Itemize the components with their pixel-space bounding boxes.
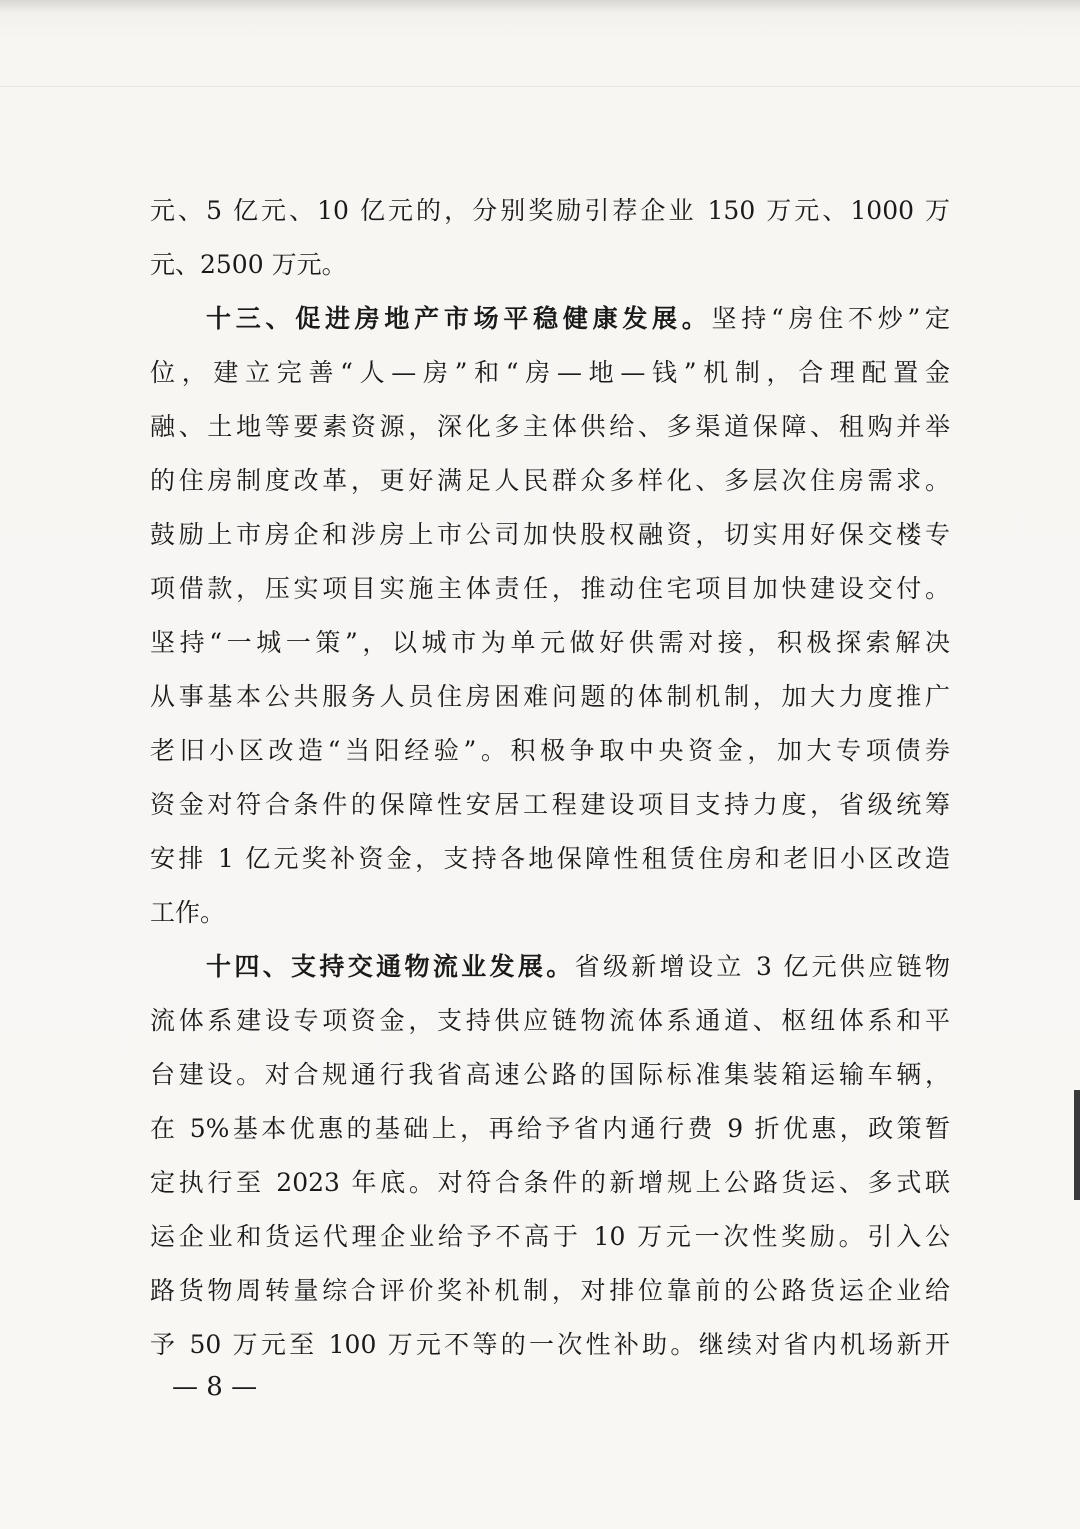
document-body bbox=[150, 184, 950, 1372]
body-line bbox=[150, 1318, 950, 1372]
line-text: 融、土地等要素资源，深化多主体供给、多渠道保障、租购并举 bbox=[150, 412, 950, 441]
body-line bbox=[150, 1156, 950, 1210]
line-text: 元、5 亿元、10 亿元的，分别奖励引荐企业 150 万元、1000 万 bbox=[150, 196, 950, 225]
body-line bbox=[150, 238, 950, 292]
body-line bbox=[150, 1048, 950, 1102]
line-text: 安排 1 亿元奖补资金，支持各地保障性租赁住房和老旧小区改造 bbox=[150, 844, 950, 873]
line-text: 运企业和货运代理企业给予不高于 10 万元一次性奖励。引入公 bbox=[150, 1222, 950, 1251]
section-heading-line bbox=[150, 292, 950, 346]
line-text: 在 5%基本优惠的基础上，再给予省内通行费 9 折优惠，政策暂 bbox=[150, 1114, 950, 1143]
line-text: 的住房制度改革，更好满足人民群众多样化、多层次住房需求。 bbox=[150, 466, 950, 495]
body-line bbox=[150, 184, 950, 238]
line-text: 资金对符合条件的保障性安居工程建设项目支持力度，省级统筹 bbox=[150, 790, 950, 819]
body-line bbox=[150, 724, 950, 778]
section-heading-line bbox=[150, 940, 950, 994]
scan-top-shadow bbox=[0, 0, 1080, 12]
body-line bbox=[150, 778, 950, 832]
section-heading: 十四、支持交通物流业发展。 bbox=[206, 952, 575, 981]
line-text: 坚持“一城一策”，以城市为单元做好供需对接，积极探索解决 bbox=[150, 628, 950, 657]
body-line bbox=[150, 1210, 950, 1264]
body-line bbox=[150, 832, 950, 886]
line-text: 老旧小区改造“当阳经验”。积极争取中央资金，加大专项债券 bbox=[150, 736, 950, 765]
line-text: 坚持“房住不炒”定 bbox=[711, 304, 950, 333]
scan-fold-line bbox=[0, 86, 1080, 87]
section-heading: 十三、促进房地产市场平稳健康发展。 bbox=[206, 304, 712, 333]
line-text: 鼓励上市房企和涉房上市公司加快股权融资，切实用好保交楼专 bbox=[150, 520, 950, 549]
page-number: — 8 — bbox=[172, 1372, 258, 1402]
line-text: 项借款，压实项目实施主体责任，推动住宅项目加快建设交付。 bbox=[150, 574, 950, 603]
line-text: 工作。 bbox=[150, 898, 226, 927]
body-line bbox=[150, 886, 950, 940]
line-text: 位，建立完善“人—房”和“房—地—钱”机制，合理配置金 bbox=[150, 358, 950, 387]
scan-edge-mark bbox=[1074, 1090, 1080, 1200]
body-line bbox=[150, 400, 950, 454]
line-text: 台建设。对合规通行我省高速公路的国际标准集装箱运输车辆， bbox=[150, 1060, 950, 1089]
body-line bbox=[150, 1264, 950, 1318]
body-line bbox=[150, 1102, 950, 1156]
body-line bbox=[150, 454, 950, 508]
line-text: 定执行至 2023 年底。对符合条件的新增规上公路货运、多式联 bbox=[150, 1168, 950, 1197]
body-line bbox=[150, 508, 950, 562]
line-text: 从事基本公共服务人员住房困难问题的体制机制，加大力度推广 bbox=[150, 682, 950, 711]
line-text: 予 50 万元至 100 万元不等的一次性补助。继续对省内机场新开 bbox=[150, 1330, 950, 1359]
body-line bbox=[150, 562, 950, 616]
line-text: 路货物周转量综合评价奖补机制，对排位靠前的公路货运企业给 bbox=[150, 1276, 950, 1305]
line-text: 省级新增设立 3 亿元供应链物 bbox=[574, 952, 950, 981]
line-text: 流体系建设专项资金，支持供应链物流体系通道、枢纽体系和平 bbox=[150, 1006, 950, 1035]
body-line bbox=[150, 670, 950, 724]
body-line bbox=[150, 994, 950, 1048]
line-text: 元、2500 万元。 bbox=[150, 250, 347, 279]
body-line bbox=[150, 616, 950, 670]
body-line bbox=[150, 346, 950, 400]
